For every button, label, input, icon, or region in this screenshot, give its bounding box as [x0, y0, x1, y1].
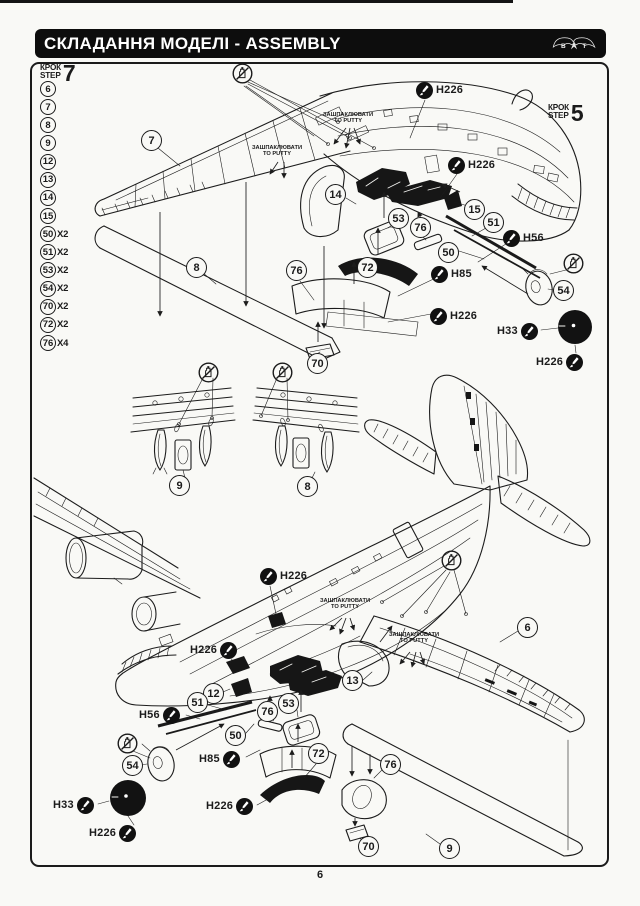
paint-brush-icon [566, 354, 583, 371]
part-row: 70 X2 [40, 298, 68, 316]
paint-chip [89, 824, 136, 842]
paint-chip [139, 706, 180, 724]
part-row [40, 134, 68, 152]
paint-code: H226 [89, 827, 117, 839]
step-7-label: КРОК STEP 7 [40, 60, 76, 86]
no-glue-icon [272, 362, 293, 383]
part-callout: 72 [308, 743, 329, 764]
paint-brush-icon [416, 82, 433, 99]
part-callout: 76 [257, 701, 278, 722]
part-row: 50 X2 [40, 225, 68, 243]
part-callout: 54 [553, 280, 574, 301]
paint-brush-icon [223, 751, 240, 768]
paint-chip [431, 265, 472, 283]
part-callout: 8 [186, 257, 207, 278]
part-number-badge: 8 [40, 117, 56, 133]
part-callout: 7 [141, 130, 162, 151]
wheel [110, 780, 146, 816]
bat-logo-icon [551, 33, 597, 55]
part-callout: 50 [225, 725, 246, 746]
part-callout: 70 [358, 836, 379, 857]
part-row: 53 X2 [40, 261, 68, 279]
step-5-label: КРОК STEP 5 [548, 100, 584, 126]
paint-chip [199, 750, 240, 768]
part-number-badge: 70 [40, 299, 56, 315]
part-callout: 53 [388, 208, 409, 229]
part-callout: 13 [342, 670, 363, 691]
paint-chip [448, 156, 495, 174]
paint-chip [536, 353, 583, 371]
part-callout: 9 [439, 838, 460, 859]
paint-code: H226 [450, 310, 478, 322]
paint-code: H56 [523, 232, 544, 244]
part-callout: 9 [169, 475, 190, 496]
part-row [40, 116, 68, 134]
part-callout: 50 [438, 242, 459, 263]
part-row: 72 X2 [40, 316, 68, 334]
putty-note: ЗАШПАКЛЮВАТИ TO PUTTY [251, 145, 303, 158]
no-glue-icon [198, 362, 219, 383]
no-glue-icon [441, 550, 462, 571]
part-row [40, 207, 68, 225]
putty-note: ЗАШПАКЛЮВАТИ TO PUTTY [319, 598, 371, 611]
part-callout: 72 [357, 257, 378, 278]
paint-brush-icon [77, 797, 94, 814]
part-callout: 51 [483, 212, 504, 233]
paint-chip [206, 797, 253, 815]
part-number-badge: 6 [40, 81, 56, 97]
paint-chip [190, 641, 237, 659]
part-number-badge: 76 [40, 335, 56, 351]
svg-text:B: B [560, 42, 566, 50]
part-callout: 76 [410, 217, 431, 238]
paint-brush-icon [220, 642, 237, 659]
part-callout: 6 [517, 617, 538, 638]
putty-note: ЗАШПАКЛЮВАТИ TO PUTTY [388, 632, 440, 645]
part-number-badge: 15 [40, 208, 56, 224]
paint-code: H33 [497, 325, 518, 337]
paint-code: H56 [139, 709, 160, 721]
part-number-badge: 50 [40, 226, 56, 242]
paint-code: H226 [536, 356, 564, 368]
part-callout: 14 [325, 184, 346, 205]
paint-code: H226 [190, 644, 218, 656]
part-callout: 53 [278, 693, 299, 714]
no-glue-icon [563, 253, 584, 274]
part-callout: 51 [187, 692, 208, 713]
part-number-badge: 7 [40, 99, 56, 115]
part-number-badge: 51 [40, 244, 56, 260]
part-number-badge: 14 [40, 190, 56, 206]
part-callout: 15 [464, 199, 485, 220]
part-callout: 70 [307, 353, 328, 374]
part-row [40, 189, 68, 207]
paint-chip [503, 229, 544, 247]
part-row [40, 153, 68, 171]
paint-chip [497, 322, 538, 340]
paint-brush-icon [236, 798, 253, 815]
part-callout: 12 [203, 683, 224, 704]
paint-brush-icon [431, 266, 448, 283]
part-row [40, 98, 68, 116]
paint-brush-icon [448, 157, 465, 174]
paint-chip [430, 307, 477, 325]
paint-code: H33 [53, 799, 74, 811]
paint-brush-icon [503, 230, 520, 247]
paint-brush-icon [119, 825, 136, 842]
part-row: 54 X2 [40, 280, 68, 298]
paint-brush-icon [430, 308, 447, 325]
part-row [40, 171, 68, 189]
part-callout: 76 [380, 754, 401, 775]
page-title: СКЛАДАННЯ МОДЕЛІ - ASSEMBLY [44, 33, 341, 53]
paint-brush-icon [521, 323, 538, 340]
part-number-badge: 53 [40, 262, 56, 278]
paint-code: H226 [206, 800, 234, 812]
paint-chip [53, 796, 94, 814]
paint-chip [416, 81, 463, 99]
svg-text:T: T [582, 42, 587, 50]
wheel [558, 310, 592, 344]
part-row: 76 X4 [40, 334, 68, 352]
part-callout: 54 [122, 755, 143, 776]
putty-note: ЗАШПАКЛЮВАТИ TO PUTTY [322, 112, 374, 125]
paint-code: H226 [280, 570, 308, 582]
paint-code: H85 [451, 268, 472, 280]
part-number-badge: 13 [40, 172, 56, 188]
paint-brush-icon [163, 707, 180, 724]
paint-code: H85 [199, 753, 220, 765]
part-number-badge: 72 [40, 317, 56, 333]
part-callout: 76 [286, 260, 307, 281]
part-number-badge: 54 [40, 281, 56, 297]
part-row [40, 80, 68, 98]
part-row: 51 X2 [40, 243, 68, 261]
paint-code: H226 [468, 159, 496, 171]
part-callout: 8 [297, 476, 318, 497]
header-bar [35, 29, 606, 58]
top-rule [0, 0, 513, 3]
no-glue-icon [232, 63, 253, 84]
part-number-badge: 9 [40, 135, 56, 151]
no-glue-icon [117, 733, 138, 754]
paint-brush-icon [260, 568, 277, 585]
left-wing-nacelle [34, 478, 200, 631]
part-number-badge: 12 [40, 154, 56, 170]
page-number: 6 [316, 869, 324, 881]
landing-gear-parts [110, 612, 582, 856]
parts-list [40, 80, 68, 352]
paint-chip [260, 567, 307, 585]
paint-code: H226 [436, 84, 464, 96]
